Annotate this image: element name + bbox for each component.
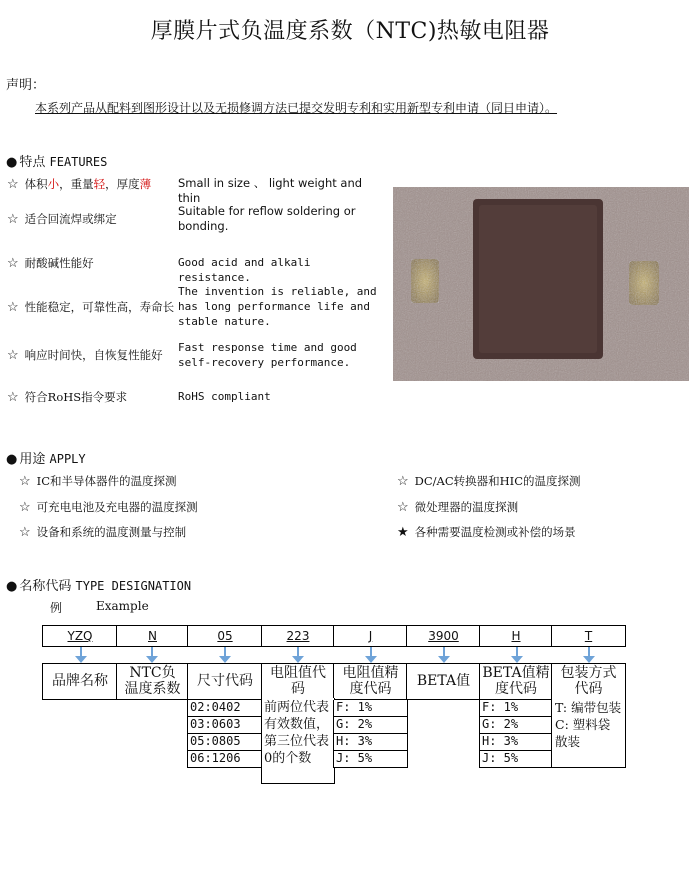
- feature-item-1-zh: ☆ 体积小，重量轻，厚度薄: [7, 177, 152, 192]
- bullet-icon: ●: [6, 452, 18, 467]
- features-heading: [6, 151, 107, 170]
- star-icon: ☆: [7, 256, 19, 271]
- packaging-option-t: T: 编带包装: [555, 700, 622, 715]
- star-icon: ☆: [7, 348, 19, 363]
- star-icon: ☆: [19, 525, 31, 540]
- designation-heading: ● 名称代码 TYPE DESIGNATION: [6, 579, 192, 594]
- size-option: 06:1206: [187, 751, 263, 768]
- feature-item-4-zh: ☆ 性能稳定，可靠性高，寿命长: [7, 300, 175, 315]
- feature-item-6-zh: ☆ 符合RoHS指令要求: [7, 390, 128, 405]
- size-option: 05:0805: [187, 734, 263, 751]
- apply-heading: ● 用途 APPLY: [6, 452, 86, 467]
- tolerance-option: H: 3%: [479, 734, 553, 751]
- declaration-text: 本系列产品从配料到图形设计以及无损修调方法已提交发明专利和实用新型专利申请（同日申请）。: [35, 101, 558, 115]
- label-resistance-tolerance: 电阻值精度代码: [333, 663, 408, 700]
- apply-item: ☆ 可充电电池及充电器的温度探测: [19, 500, 198, 515]
- feature-item-3-en: Good acid and alkali resistance.: [178, 256, 311, 284]
- code-ntc: N: [116, 625, 189, 647]
- tolerance-option: H: 3%: [333, 734, 408, 751]
- tolerance-option: G: 2%: [479, 717, 553, 734]
- feature-item-1-en: Small in size 、 light weight and thin: [178, 176, 363, 205]
- example-label-zh: 例: [50, 601, 63, 615]
- apply-item: ☆ IC和半导体器件的温度探测: [19, 474, 177, 489]
- apply-item: ☆ 微处理器的温度探测: [397, 500, 519, 515]
- code-resistance-tolerance: J: [333, 625, 408, 647]
- resistance-note: 前两位代表有效数值，第三位代表0的个数: [261, 698, 335, 784]
- tolerance-option: F: 1%: [333, 700, 408, 717]
- code-beta: 3900: [406, 625, 481, 647]
- bullet-icon: ●: [6, 155, 18, 170]
- code-resistance: 223: [261, 625, 335, 647]
- tolerance-option: G: 2%: [333, 717, 408, 734]
- star-icon: ☆: [397, 474, 409, 489]
- star-icon: ☆: [19, 500, 31, 515]
- example-label-en: Example: [96, 599, 149, 613]
- size-option: 02:0402: [187, 700, 263, 717]
- feature-item-6-en: RoHS compliant: [178, 390, 271, 403]
- star-icon: ★: [397, 525, 409, 540]
- feature-item-2-zh: ☆ 适合回流焊或绑定: [7, 212, 117, 227]
- page-title: 厚膜片式负温度系数（NTC)热敏电阻器: [150, 19, 550, 44]
- resistance-tolerance-options: [333, 700, 408, 768]
- bullet-icon: ●: [6, 579, 18, 594]
- label-beta-tolerance: BETA值精度代码: [479, 663, 553, 700]
- star-icon: ☆: [7, 390, 19, 405]
- declaration-heading: 声明：: [6, 78, 46, 93]
- features-heading-en: FEATURES: [49, 155, 108, 169]
- packaging-option-c: C: 塑料袋散装: [555, 717, 611, 749]
- apply-item: ☆ DC/AC转换器和HIC的温度探测: [397, 474, 581, 489]
- packaging-options: [551, 698, 626, 768]
- star-icon: ☆: [397, 500, 409, 515]
- product-photo: [393, 187, 689, 381]
- beta-tolerance-options: [479, 700, 553, 768]
- feature-item-5-en: Fast response time and good self-recovery performance.: [178, 341, 357, 369]
- size-option: 03:0603: [187, 717, 263, 734]
- star-icon: ☆: [7, 177, 19, 192]
- apply-item: ☆ 设备和系统的温度测量与控制: [19, 525, 187, 540]
- code-brand: YZQ: [42, 625, 118, 647]
- feature-item-2-en: Suitable for reflow soldering or bonding.: [178, 204, 356, 233]
- code-size: 05: [187, 625, 263, 647]
- label-packaging: 包装方式代码: [551, 663, 626, 700]
- feature-item-5-zh: ☆ 响应时间快，自恢复性能好: [7, 348, 163, 363]
- label-beta: BETA值: [406, 663, 481, 700]
- star-icon: ☆: [7, 300, 19, 315]
- label-ntc: NTC负温度系数: [116, 663, 189, 700]
- code-beta-tolerance: H: [479, 625, 553, 647]
- tolerance-option: J: 5%: [333, 751, 408, 768]
- feature-item-4-en: The invention is reliable, and has long performance life and stable nature.: [178, 285, 377, 328]
- size-options: [187, 700, 263, 768]
- code-packaging: T: [551, 625, 626, 647]
- feature-item-3-zh: ☆ 耐酸碱性能好: [7, 256, 94, 271]
- tolerance-option: F: 1%: [479, 700, 553, 717]
- label-brand: 品牌名称: [42, 663, 118, 700]
- label-size: 尺寸代码: [187, 663, 263, 700]
- star-icon: ☆: [19, 474, 31, 489]
- tolerance-option: J: 5%: [479, 751, 553, 768]
- label-resistance: 电阻值代码: [261, 663, 335, 700]
- apply-item: ★ 各种需要温度检测或补偿的场景: [397, 525, 576, 540]
- features-heading-zh: 特点: [19, 155, 46, 170]
- star-icon: ☆: [7, 212, 19, 227]
